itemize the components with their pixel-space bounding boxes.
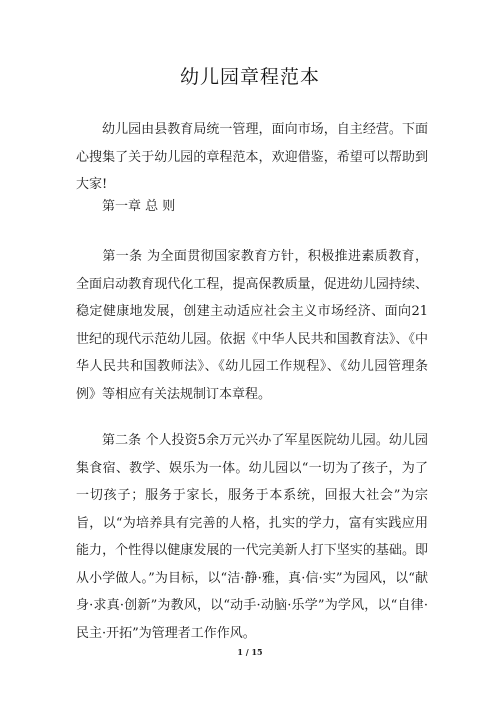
article-1-text: 第一条 为全面贯彻国家教育方针，积极推进素质教育，全面启动教育现代化工程，提高保教质量，促进幼儿园持续、稳定健康地发展，创建主动适应社会主义市场经济、面向21世纪的现代示范幼儿园。依据《中华人民共和国教育法》、《中华人民共和国教师法》、《幼儿园工作规程》、《幼儿园管理条例》等相应有关法规制订本章程。 (76, 249, 428, 402)
intro-paragraph (76, 116, 428, 199)
article-2-paragraph (76, 427, 428, 647)
intro-text: 幼儿园由县教育局统一管理，面向市场，自主经营。下面心搜集了关于幼儿园的章程范本，欢迎借鉴，希望可以帮助到大家! (76, 122, 428, 192)
chapter-heading (76, 193, 428, 221)
document-title: 幼儿园章程范本 (179, 66, 320, 88)
article-2-text: 第二条 个人投资5余万元兴办了军星医院幼儿园。幼儿园集食宿、教学、娱乐为一体。幼儿园以“一切为了孩子，为了一切孩子；服务于家长，服务于本系统，回报大社会”为宗旨，以“为培养具有完善的人格，扎实的学力，富有实践应用能力，个性得以健康发展的一代完美新人打下坚实的基础。即从小学做人。”为目标，以“洁·静·雅，真·信·实”为园风，以“献身·求真·创新”为教风，以“动手·动脑·乐学”为学风，以“自律·民主·开拓”为管理者工作作风。 (76, 433, 428, 641)
chapter-heading-text: 第一章 总 则 (102, 199, 176, 214)
article-1-paragraph (76, 243, 428, 408)
page-number: 1 / 15 (237, 647, 263, 657)
